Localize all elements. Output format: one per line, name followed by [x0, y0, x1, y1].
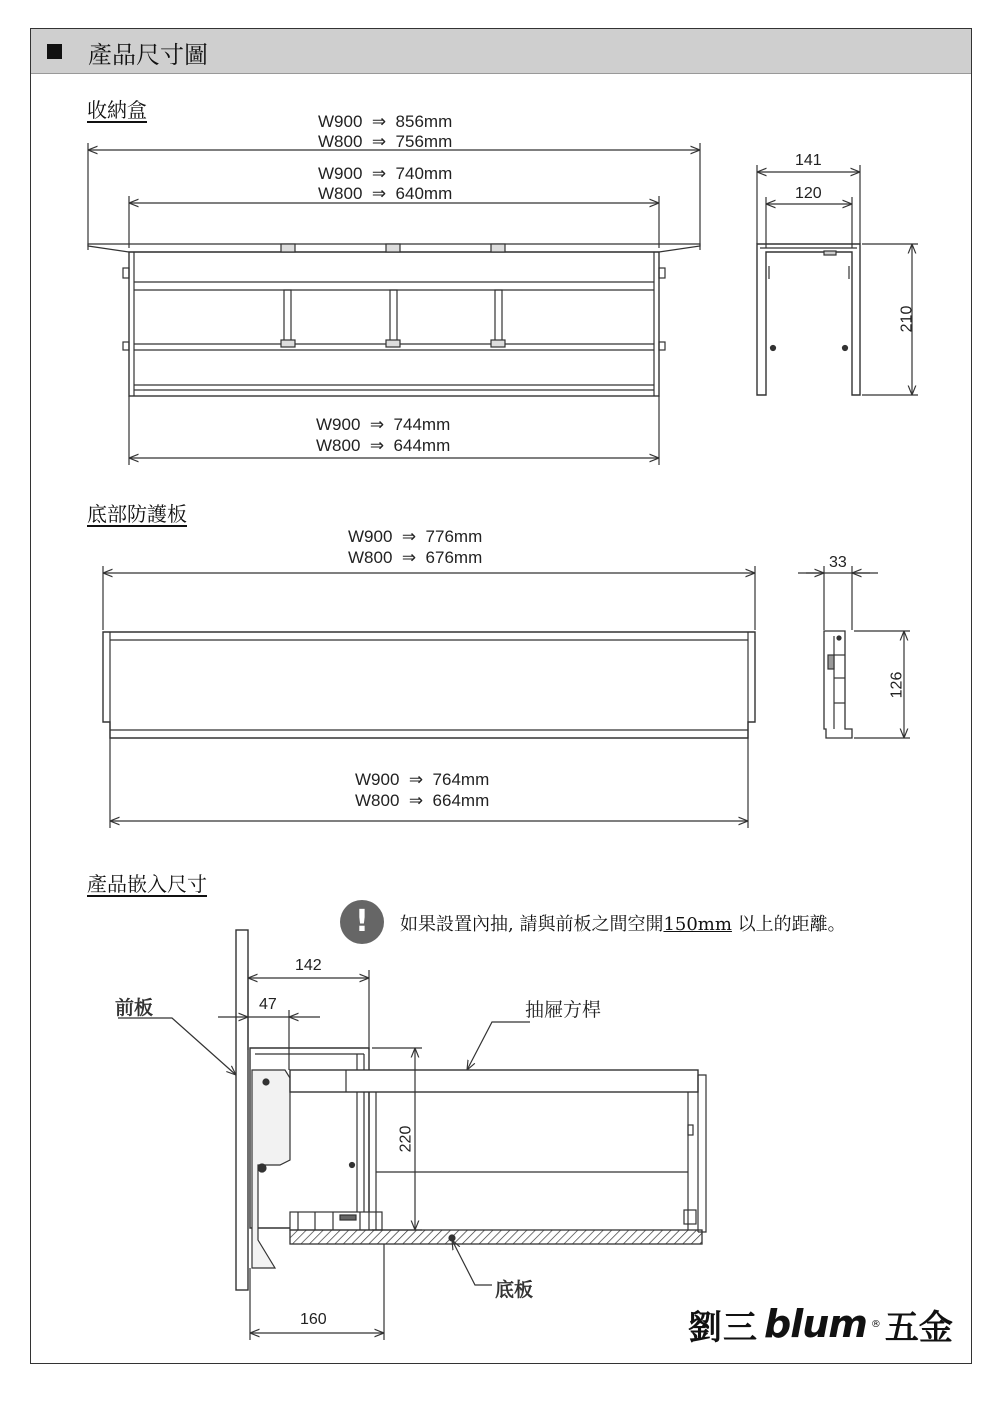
label-bottom-board: 底板 [495, 1279, 534, 1301]
label-front-panel: 前板 [115, 997, 154, 1019]
storage-inner-w900: W900 ⇒ 740mm [318, 164, 453, 183]
install-dim-220: 220 [397, 1125, 415, 1153]
guard-bottom-w800: W800 ⇒ 664mm [355, 791, 490, 810]
storage-box-front-view [88, 143, 700, 465]
bottom-guard-front-view [103, 566, 755, 828]
install-dim-160: 160 [300, 1311, 327, 1328]
guard-top-w800: W800 ⇒ 676mm [348, 548, 483, 567]
install-note-value: 150mm [663, 914, 732, 935]
storage-overall-w900: W900 ⇒ 856mm [318, 112, 453, 131]
storage-inner-w800: W800 ⇒ 640mm [318, 184, 453, 203]
storage-side-height: 210 [898, 305, 916, 333]
guard-bottom-w900: W900 ⇒ 764mm [355, 770, 490, 789]
brand-blum: blum [764, 1302, 867, 1346]
brand-registered-icon: ® [870, 1318, 881, 1330]
install-dim-47: 47 [259, 996, 277, 1013]
storage-box-side-view [757, 165, 918, 395]
label-drawer-rail: 抽屜方桿 [525, 999, 602, 1021]
storage-side-width-inner: 120 [795, 185, 822, 202]
guard-top-w900: W900 ⇒ 776mm [348, 527, 483, 546]
bottom-guard-side-view [798, 566, 910, 738]
section-title-bottom-guard: 底部防護板 [87, 502, 187, 526]
storage-overall-w800: W800 ⇒ 756mm [318, 132, 453, 151]
guard-side-height: 126 [888, 671, 906, 699]
storage-bottom-w900: W900 ⇒ 744mm [316, 415, 451, 434]
storage-side-width-outer: 141 [795, 152, 822, 169]
warning-icon: ! [340, 900, 384, 944]
section-title-storage-box: 收納盒 [87, 98, 147, 122]
install-dim-142: 142 [295, 957, 322, 974]
page-title: 產品尺寸圖 [88, 41, 208, 69]
guard-side-width: 33 [829, 554, 847, 571]
brand-left: 劉三 [688, 1307, 758, 1348]
section-title-install: 產品嵌入尺寸 [87, 872, 207, 896]
storage-bottom-w800: W800 ⇒ 644mm [316, 436, 451, 455]
install-note-suffix: 以上的距離。 [731, 914, 846, 935]
install-section-view [118, 930, 706, 1340]
brand-right: 五金 [884, 1307, 953, 1348]
install-note-prefix: 如果設置內抽, 請與前板之間空開 [400, 914, 664, 935]
